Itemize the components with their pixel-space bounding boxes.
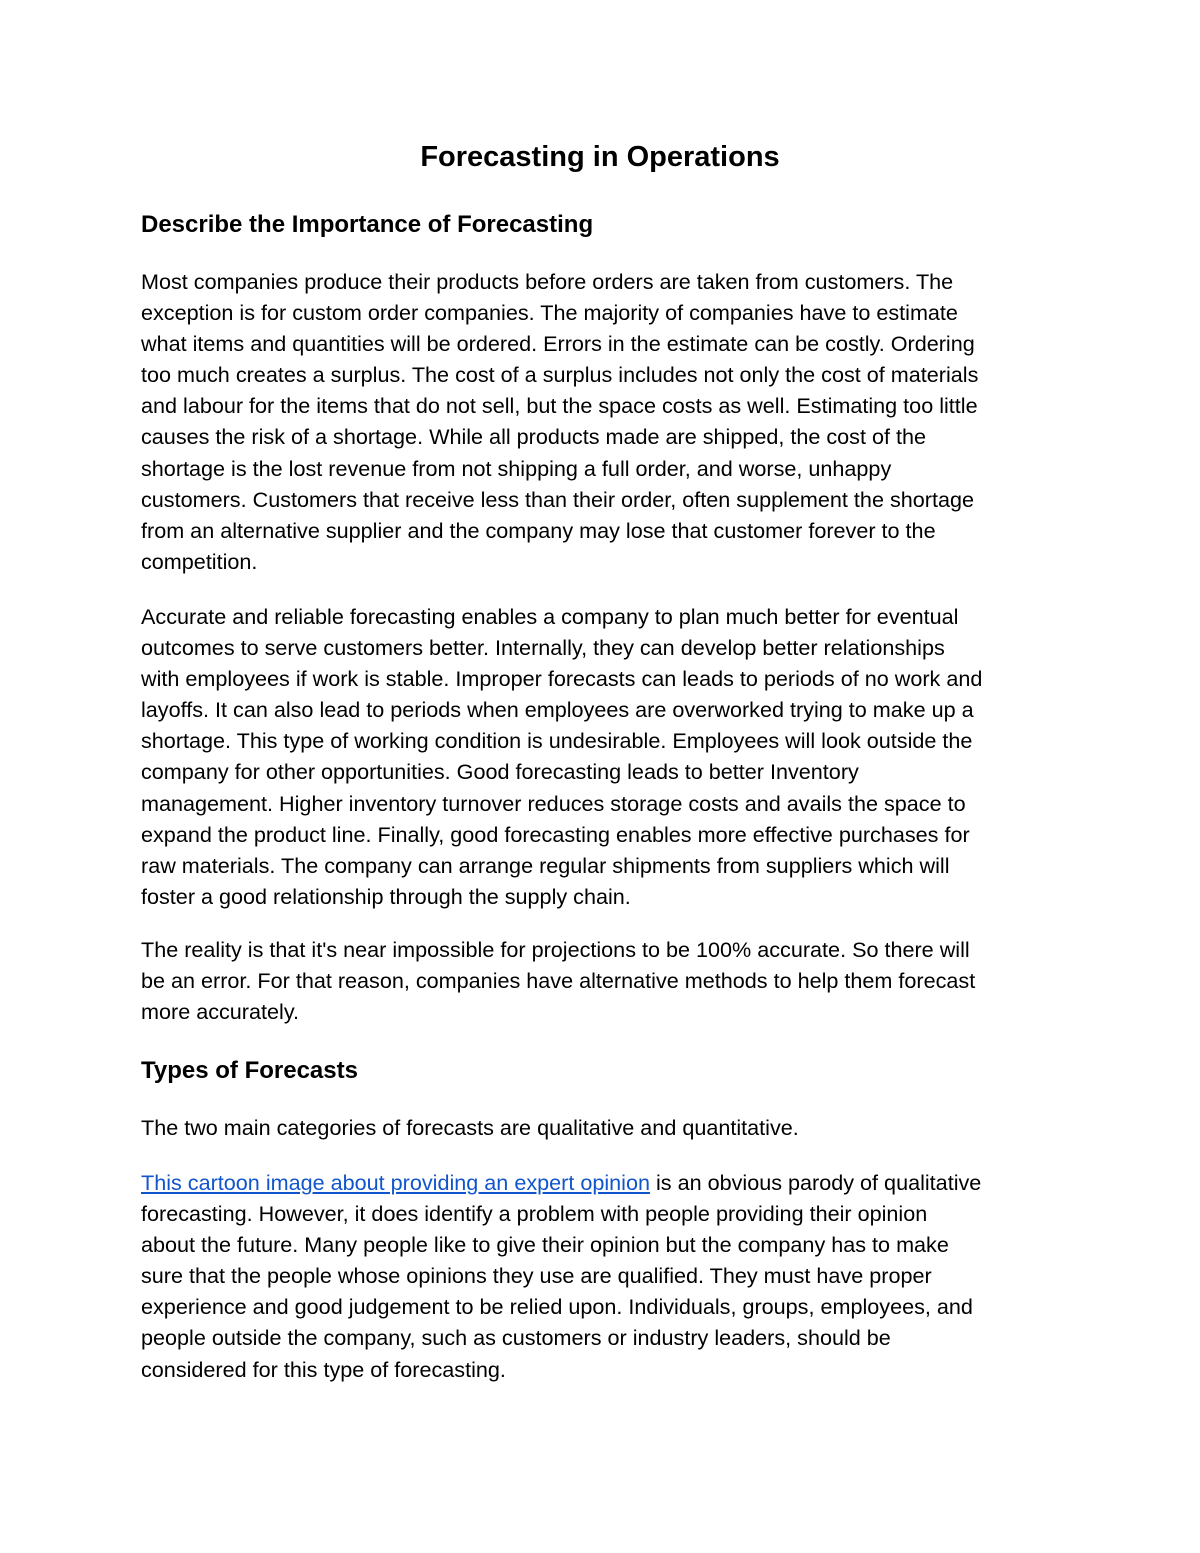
paragraph-line: from an alternative supplier and the company may lose that customer forever to the [141, 517, 936, 543]
paragraph-line: layoffs. It can also lead to periods when employees are overworked trying to make up a [141, 697, 974, 723]
paragraph-line: shortage is the lost revenue from not shipping a full order, and worse, unhappy [141, 455, 892, 481]
paragraph [141, 266, 978, 577]
paragraph-line: sure that the people whose opinions they use are qualified. They must have proper [141, 1263, 932, 1289]
paragraph-line: raw materials. The company can arrange regular shipments from suppliers which will [141, 852, 950, 878]
paragraph-line: too much creates a surplus. The cost of a surplus includes not only the cost of materials [141, 362, 979, 388]
link-trailing-text: is an obvious parody of qualitative [649, 1170, 982, 1195]
paragraph-line: more accurately. [141, 999, 300, 1025]
section-heading-importance: Describe the Importance of Forecasting [141, 211, 594, 238]
paragraph-line: and labour for the items that do not sell, but the space costs as well. Estimating too little [141, 393, 978, 419]
paragraph-line: competition. [141, 548, 258, 574]
paragraph-line: customers. Customers that receive less than their order, often supplement the shortage [141, 486, 974, 512]
paragraph-line: Most companies produce their products before orders are taken from customers. The [141, 269, 954, 294]
section-heading-types: Types of Forecasts [141, 1057, 358, 1084]
paragraph-line: causes the risk of a shortage. While all products made are shipped, the cost of the [141, 424, 926, 450]
paragraph-line: be an error. For that reason, companies have alternative methods to help them forecast [141, 968, 976, 994]
paragraph-line [141, 1167, 981, 1198]
paragraph [141, 1167, 981, 1385]
paragraph-line: expand the product line. Finally, good forecasting enables more effective purchases for [141, 821, 970, 847]
paragraph [141, 934, 975, 1027]
paragraph-line: about the future. Many people like to give their opinion but the company has to make [141, 1232, 949, 1258]
paragraph-line: The reality is that it's near impossible for projections to be 100% accurate. So there will [141, 937, 970, 962]
paragraph-rest [141, 1198, 981, 1385]
paragraph-line: Accurate and reliable forecasting enables a company to plan much better for eventual [141, 604, 959, 629]
paragraph-line: experience and good judgement to be relied upon. Individuals, groups, employees, and [141, 1294, 973, 1320]
paragraph-line: with employees if work is stable. Improper forecasts can leads to periods of no work and [141, 666, 983, 692]
paragraph-line: management. Higher inventory turnover reduces storage costs and avails the space to [141, 790, 966, 816]
paragraph-line: outcomes to serve customers better. Internally, they can develop better relationships [141, 635, 945, 661]
paragraph-line: what items and quantities will be ordered. Errors in the estimate can be costly. Ordering [141, 331, 975, 357]
paragraph-line: forecasting. However, it does identify a problem with people providing their opinion [141, 1201, 928, 1227]
paragraph [141, 601, 982, 912]
paragraph-line: The two main categories of forecasts are qualitative and quantitative. [141, 1115, 799, 1140]
paragraph-line: people outside the company, such as customers or industry leaders, should be [141, 1325, 891, 1351]
paragraph [141, 1112, 799, 1143]
cartoon-image-link[interactable]: This cartoon image about providing an expert opinion [141, 1170, 650, 1195]
document-title: Forecasting in Operations [420, 141, 780, 173]
paragraph-line: foster a good relationship through the supply chain. [141, 883, 631, 909]
paragraph-line: company for other opportunities. Good forecasting leads to better Inventory [141, 759, 859, 785]
paragraph-line: considered for this type of forecasting. [141, 1356, 506, 1382]
paragraph-line: shortage. This type of working condition is undesirable. Employees will look outside the [141, 728, 973, 754]
paragraph-line: exception is for custom order companies. The majority of companies have to estimate [141, 300, 958, 326]
